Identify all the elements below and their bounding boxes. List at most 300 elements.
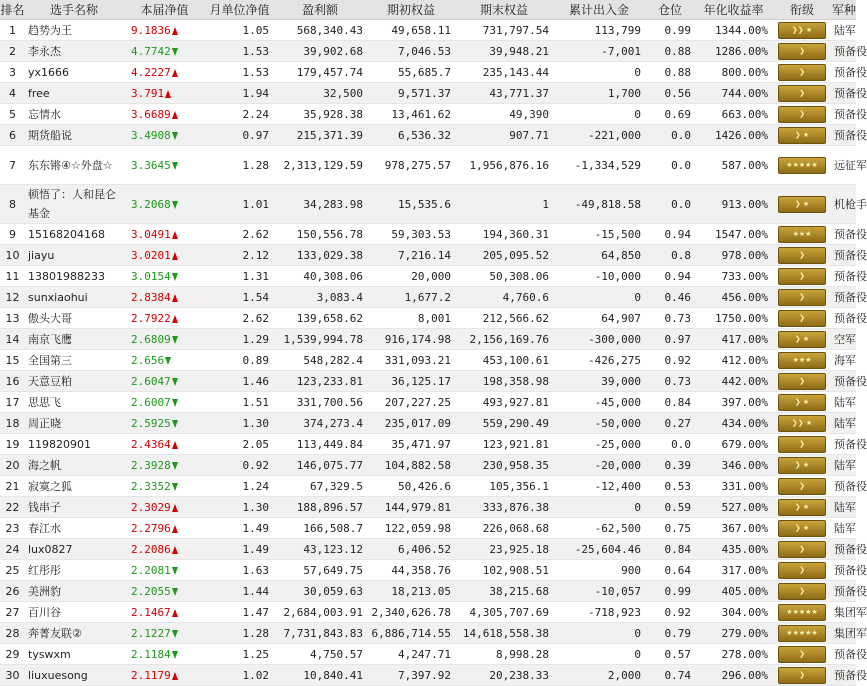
badge-cell xyxy=(772,665,832,686)
monthly-cell: 1.51 xyxy=(206,392,273,413)
flow-cell: 64,907 xyxy=(553,308,645,329)
start-equity-cell: 144,979.81 xyxy=(367,497,455,518)
arrow-down-icon xyxy=(172,201,178,209)
rank-badge-icon: ❯❯ ★ xyxy=(778,415,826,432)
nav-cell xyxy=(123,665,206,686)
end-equity-cell: 198,358.98 xyxy=(455,371,553,392)
nav-value: 2.1179 xyxy=(131,668,171,682)
rank-cell: 23 xyxy=(0,518,25,539)
arrow-down-icon xyxy=(172,273,178,281)
player-name-link[interactable]: lux0827 xyxy=(25,539,123,560)
badge-cell xyxy=(772,20,832,41)
annual-return-cell: 1344.00% xyxy=(695,20,772,41)
army-cell: 预备役 xyxy=(832,539,856,560)
end-equity-cell: 559,290.49 xyxy=(455,413,553,434)
player-name-link[interactable]: 思思飞 xyxy=(25,392,123,413)
annual-return-cell: 412.00% xyxy=(695,350,772,371)
rank-cell: 25 xyxy=(0,560,25,581)
player-name-link[interactable]: 美洲豹 xyxy=(25,581,123,602)
end-equity-cell: 333,876.38 xyxy=(455,497,553,518)
nav-cell xyxy=(123,539,206,560)
army-cell: 预备役 xyxy=(832,41,856,62)
flow-cell: 39,000 xyxy=(553,371,645,392)
end-equity-cell: 4,760.6 xyxy=(455,287,553,308)
army-cell: 预备役 xyxy=(832,644,856,665)
player-name-link[interactable]: 13801988233 xyxy=(25,266,123,287)
end-equity-cell: 235,143.44 xyxy=(455,62,553,83)
flow-cell: 0 xyxy=(553,623,645,644)
army-cell: 预备役 xyxy=(832,62,856,83)
profit-cell: 32,500 xyxy=(273,83,367,104)
start-equity-cell: 35,471.97 xyxy=(367,434,455,455)
start-equity-cell: 331,093.21 xyxy=(367,350,455,371)
badge-cell xyxy=(772,476,832,497)
rank-badge-icon: ❯ ★ xyxy=(778,196,826,213)
monthly-cell: 1.54 xyxy=(206,287,273,308)
player-name-link[interactable]: 傲头大哥 xyxy=(25,308,123,329)
player-name-link[interactable]: 春江水 xyxy=(25,518,123,539)
position-cell: 0.0 xyxy=(645,434,695,455)
header-flow[interactable]: 累计出入金 xyxy=(553,0,645,20)
end-equity-cell: 731,797.54 xyxy=(455,20,553,41)
rank-cell: 14 xyxy=(0,329,25,350)
rank-cell: 3 xyxy=(0,62,25,83)
annual-return-cell: 913.00% xyxy=(695,185,772,224)
army-cell: 预备役 xyxy=(832,287,856,308)
arrow-down-icon xyxy=(172,651,178,659)
rank-badge-icon: ★★★★★ xyxy=(778,604,826,621)
nav-value: 4.2227 xyxy=(131,65,171,79)
position-cell: 0.57 xyxy=(645,644,695,665)
player-name-link[interactable]: liuxuesong xyxy=(25,665,123,686)
end-equity-cell: 23,925.18 xyxy=(455,539,553,560)
player-name-link[interactable]: 东东锵④☆外盘☆ xyxy=(25,146,123,185)
annual-return-cell: 397.00% xyxy=(695,392,772,413)
player-name-link[interactable]: 顿悟了：人和昆仑基金 xyxy=(25,185,123,224)
profit-cell: 67,329.5 xyxy=(273,476,367,497)
rank-cell: 19 xyxy=(0,434,25,455)
start-equity-cell: 2,340,626.78 xyxy=(367,602,455,623)
army-cell: 陆军 xyxy=(832,20,856,41)
header-rank-badge[interactable]: 衔级 xyxy=(772,0,832,20)
table-row xyxy=(0,371,856,392)
badge-cell xyxy=(772,308,832,329)
header-nav[interactable]: 本届净值 xyxy=(123,0,206,20)
nav-value: 2.7922 xyxy=(131,311,171,325)
nav-value: 4.7742 xyxy=(131,44,171,58)
army-cell: 陆军 xyxy=(832,455,856,476)
nav-value: 2.1227 xyxy=(131,626,171,640)
rank-badge-icon: ❯ xyxy=(778,268,826,285)
start-equity-cell: 49,658.11 xyxy=(367,20,455,41)
badge-cell xyxy=(772,644,832,665)
rank-badge-icon: ❯ xyxy=(778,373,826,390)
flow-cell: -1,334,529 xyxy=(553,146,645,185)
position-cell: 0.99 xyxy=(645,20,695,41)
header-army[interactable]: 军种 xyxy=(832,0,856,20)
nav-cell xyxy=(123,581,206,602)
position-cell: 0.46 xyxy=(645,287,695,308)
arrow-down-icon xyxy=(172,567,178,575)
annual-return-cell: 346.00% xyxy=(695,455,772,476)
player-name-link[interactable]: 南京飞鹰 xyxy=(25,329,123,350)
arrow-up-icon xyxy=(172,294,178,302)
rank-badge-icon: ❯ xyxy=(778,247,826,264)
player-name-link[interactable]: 忘情水 xyxy=(25,104,123,125)
monthly-cell: 1.28 xyxy=(206,623,273,644)
table-row xyxy=(0,518,856,539)
nav-value: 2.3352 xyxy=(131,479,171,493)
flow-cell: -25,000 xyxy=(553,434,645,455)
position-cell: 0.99 xyxy=(645,581,695,602)
rank-badge-icon: ❯ xyxy=(778,106,826,123)
monthly-cell: 0.92 xyxy=(206,455,273,476)
arrow-down-icon xyxy=(172,378,178,386)
player-name-link[interactable]: free xyxy=(25,83,123,104)
army-cell: 远征军 xyxy=(832,146,856,185)
rank-cell: 11 xyxy=(0,266,25,287)
rank-cell: 26 xyxy=(0,581,25,602)
player-name-link[interactable]: 李永杰 xyxy=(25,41,123,62)
nav-cell xyxy=(123,308,206,329)
table-row xyxy=(0,350,856,371)
table-row xyxy=(0,602,856,623)
position-cell: 0.84 xyxy=(645,392,695,413)
player-name-link[interactable]: 期货船说 xyxy=(25,125,123,146)
header-rank[interactable]: 排名 xyxy=(0,0,25,20)
profit-cell: 7,731,843.83 xyxy=(273,623,367,644)
annual-return-cell: 527.00% xyxy=(695,497,772,518)
nav-cell xyxy=(123,413,206,434)
arrow-down-icon xyxy=(172,588,178,596)
table-row xyxy=(0,539,856,560)
position-cell: 0.88 xyxy=(645,41,695,62)
start-equity-cell: 235,017.09 xyxy=(367,413,455,434)
position-cell: 0.94 xyxy=(645,224,695,245)
arrow-up-icon xyxy=(172,525,178,533)
player-name-link[interactable]: 海之帆 xyxy=(25,455,123,476)
badge-cell xyxy=(772,560,832,581)
profit-cell: 113,449.84 xyxy=(273,434,367,455)
monthly-cell: 2.62 xyxy=(206,224,273,245)
monthly-cell: 1.53 xyxy=(206,41,273,62)
arrow-down-icon xyxy=(172,462,178,470)
nav-cell xyxy=(123,104,206,125)
position-cell: 0.27 xyxy=(645,413,695,434)
position-cell: 0.97 xyxy=(645,329,695,350)
annual-return-cell: 663.00% xyxy=(695,104,772,125)
profit-cell: 150,556.78 xyxy=(273,224,367,245)
annual-return-cell: 405.00% xyxy=(695,581,772,602)
badge-cell xyxy=(772,83,832,104)
annual-return-cell: 1547.00% xyxy=(695,224,772,245)
army-cell: 预备役 xyxy=(832,371,856,392)
army-cell: 空军 xyxy=(832,329,856,350)
rank-badge-icon: ❯ xyxy=(778,667,826,684)
start-equity-cell: 7,046.53 xyxy=(367,41,455,62)
flow-cell: -221,000 xyxy=(553,125,645,146)
end-equity-cell: 907.71 xyxy=(455,125,553,146)
arrow-up-icon xyxy=(172,315,178,323)
table-row xyxy=(0,665,856,686)
player-name-link[interactable]: sunxiaohui xyxy=(25,287,123,308)
nav-cell xyxy=(123,476,206,497)
player-name-link[interactable]: 119820901 xyxy=(25,434,123,455)
army-cell: 机枪手 xyxy=(832,185,856,224)
nav-cell xyxy=(123,20,206,41)
start-equity-cell: 59,303.53 xyxy=(367,224,455,245)
start-equity-cell: 13,461.62 xyxy=(367,104,455,125)
table-row xyxy=(0,413,856,434)
rank-badge-icon: ❯ ★ xyxy=(778,331,826,348)
end-equity-cell: 212,566.62 xyxy=(455,308,553,329)
flow-cell: -45,000 xyxy=(553,392,645,413)
arrow-up-icon xyxy=(172,546,178,554)
monthly-cell: 1.02 xyxy=(206,665,273,686)
start-equity-cell: 122,059.98 xyxy=(367,518,455,539)
rank-cell: 9 xyxy=(0,224,25,245)
rank-cell: 15 xyxy=(0,350,25,371)
rank-cell: 12 xyxy=(0,287,25,308)
table-row xyxy=(0,329,856,350)
flow-cell: 0 xyxy=(553,644,645,665)
profit-cell: 331,700.56 xyxy=(273,392,367,413)
start-equity-cell: 4,247.71 xyxy=(367,644,455,665)
annual-return-cell: 331.00% xyxy=(695,476,772,497)
table-row xyxy=(0,476,856,497)
table-row xyxy=(0,287,856,308)
arrow-down-icon xyxy=(172,630,178,638)
table-row xyxy=(0,41,856,62)
rank-cell: 24 xyxy=(0,539,25,560)
position-cell: 0.56 xyxy=(645,83,695,104)
start-equity-cell: 207,227.25 xyxy=(367,392,455,413)
arrow-down-icon xyxy=(172,483,178,491)
army-cell: 预备役 xyxy=(832,83,856,104)
nav-value: 2.2055 xyxy=(131,584,171,598)
profit-cell: 2,313,129.59 xyxy=(273,146,367,185)
badge-cell xyxy=(772,434,832,455)
end-equity-cell: 226,068.68 xyxy=(455,518,553,539)
nav-value: 3.791 xyxy=(131,86,165,100)
army-cell: 预备役 xyxy=(832,560,856,581)
flow-cell: -718,923 xyxy=(553,602,645,623)
nav-cell xyxy=(123,83,206,104)
start-equity-cell: 44,358.76 xyxy=(367,560,455,581)
start-equity-cell: 55,685.7 xyxy=(367,62,455,83)
start-equity-cell: 20,000 xyxy=(367,266,455,287)
flow-cell: -12,400 xyxy=(553,476,645,497)
table-row xyxy=(0,125,856,146)
table-row xyxy=(0,146,856,185)
profit-cell: 215,371.39 xyxy=(273,125,367,146)
player-name-link[interactable]: yx1666 xyxy=(25,62,123,83)
rank-cell: 4 xyxy=(0,83,25,104)
badge-cell xyxy=(772,371,832,392)
end-equity-cell: 105,356.1 xyxy=(455,476,553,497)
rank-cell: 20 xyxy=(0,455,25,476)
flow-cell: -62,500 xyxy=(553,518,645,539)
start-equity-cell: 6,406.52 xyxy=(367,539,455,560)
army-cell: 预备役 xyxy=(832,581,856,602)
profit-cell: 374,273.4 xyxy=(273,413,367,434)
nav-value: 2.5925 xyxy=(131,416,171,430)
header-position[interactable]: 仓位 xyxy=(645,0,695,20)
profit-cell: 133,029.38 xyxy=(273,245,367,266)
position-cell: 0.39 xyxy=(645,455,695,476)
profit-cell: 166,508.7 xyxy=(273,518,367,539)
end-equity-cell: 1,956,876.16 xyxy=(455,146,553,185)
nav-cell xyxy=(123,518,206,539)
rank-cell: 5 xyxy=(0,104,25,125)
player-name-link[interactable]: 百川谷 xyxy=(25,602,123,623)
player-name-link[interactable]: 红彤彤 xyxy=(25,560,123,581)
nav-cell xyxy=(123,602,206,623)
player-name-link[interactable]: 周正晓 xyxy=(25,413,123,434)
nav-value: 2.6809 xyxy=(131,332,171,346)
monthly-cell: 2.62 xyxy=(206,308,273,329)
player-name-link[interactable]: 寂寞之狐 xyxy=(25,476,123,497)
badge-cell xyxy=(772,518,832,539)
rank-badge-icon: ★★★★★ xyxy=(778,625,826,642)
start-equity-cell: 9,571.37 xyxy=(367,83,455,104)
rank-badge-icon: ❯ ★ xyxy=(778,520,826,537)
nav-cell xyxy=(123,245,206,266)
table-row xyxy=(0,83,856,104)
badge-cell xyxy=(772,245,832,266)
player-name-link[interactable]: 趋势为王 xyxy=(25,20,123,41)
player-name-link[interactable]: 全国第三 xyxy=(25,350,123,371)
header-monthly[interactable]: 月单位净值 xyxy=(206,0,273,20)
nav-cell xyxy=(123,350,206,371)
flow-cell: -25,604.46 xyxy=(553,539,645,560)
header-profit[interactable]: 盈利额 xyxy=(273,0,367,20)
monthly-cell: 1.46 xyxy=(206,371,273,392)
rank-badge-icon: ❯ xyxy=(778,436,826,453)
nav-value: 2.6047 xyxy=(131,374,171,388)
player-name-link[interactable]: 奔菁友联② xyxy=(25,623,123,644)
rank-cell: 8 xyxy=(0,185,25,224)
monthly-cell: 1.05 xyxy=(206,20,273,41)
end-equity-cell: 230,958.35 xyxy=(455,455,553,476)
army-cell: 预备役 xyxy=(832,665,856,686)
start-equity-cell: 36,125.17 xyxy=(367,371,455,392)
table-row xyxy=(0,245,856,266)
table-row xyxy=(0,434,856,455)
nav-cell xyxy=(123,644,206,665)
monthly-cell: 1.47 xyxy=(206,602,273,623)
army-cell: 预备役 xyxy=(832,224,856,245)
rank-badge-icon: ❯ xyxy=(778,478,826,495)
flow-cell: -10,000 xyxy=(553,266,645,287)
flow-cell: -49,818.58 xyxy=(553,185,645,224)
start-equity-cell: 916,174.98 xyxy=(367,329,455,350)
arrow-up-icon xyxy=(172,231,178,239)
rank-cell: 10 xyxy=(0,245,25,266)
annual-return-cell: 304.00% xyxy=(695,602,772,623)
nav-cell xyxy=(123,146,206,185)
nav-value: 2.1467 xyxy=(131,605,171,619)
player-name-link[interactable]: 天意豆粕 xyxy=(25,371,123,392)
rank-badge-icon: ❯ xyxy=(778,85,826,102)
table-row xyxy=(0,224,856,245)
nav-value: 2.3928 xyxy=(131,458,171,472)
nav-cell xyxy=(123,434,206,455)
badge-cell xyxy=(772,602,832,623)
end-equity-cell: 2,156,169.76 xyxy=(455,329,553,350)
rank-badge-icon: ❯ xyxy=(778,646,826,663)
profit-cell: 146,075.77 xyxy=(273,455,367,476)
player-name-link[interactable]: jiayu xyxy=(25,245,123,266)
monthly-cell: 1.94 xyxy=(206,83,273,104)
start-equity-cell: 978,275.57 xyxy=(367,146,455,185)
nav-cell xyxy=(123,329,206,350)
table-row xyxy=(0,560,856,581)
header-annual[interactable]: 年化收益率 xyxy=(695,0,772,20)
rank-badge-icon: ❯ xyxy=(778,583,826,600)
position-cell: 0.88 xyxy=(645,62,695,83)
rank-cell: 13 xyxy=(0,308,25,329)
rank-badge-icon: ★★★★★ xyxy=(778,157,826,174)
nav-value: 3.0201 xyxy=(131,248,171,262)
monthly-cell: 1.53 xyxy=(206,62,273,83)
position-cell: 0.64 xyxy=(645,560,695,581)
profit-cell: 39,902.68 xyxy=(273,41,367,62)
profit-cell: 40,308.06 xyxy=(273,266,367,287)
nav-value: 3.4908 xyxy=(131,128,171,142)
start-equity-cell: 15,535.6 xyxy=(367,185,455,224)
badge-cell xyxy=(772,329,832,350)
nav-cell xyxy=(123,224,206,245)
end-equity-cell: 20,238.33 xyxy=(455,665,553,686)
rank-cell: 7 xyxy=(0,146,25,185)
player-name-link[interactable]: tyswxm xyxy=(25,644,123,665)
arrow-up-icon xyxy=(172,252,178,260)
army-cell: 海军 xyxy=(832,350,856,371)
army-cell: 陆军 xyxy=(832,497,856,518)
rank-cell: 28 xyxy=(0,623,25,644)
badge-cell xyxy=(772,392,832,413)
position-cell: 0.74 xyxy=(645,665,695,686)
badge-cell xyxy=(772,104,832,125)
rank-badge-icon: ❯ xyxy=(778,310,826,327)
rank-badge-icon: ★★★ xyxy=(778,352,826,369)
annual-return-cell: 1750.00% xyxy=(695,308,772,329)
rank-badge-icon: ❯ ★ xyxy=(778,457,826,474)
nav-value: 2.4364 xyxy=(131,437,171,451)
player-name-link[interactable]: 钱串子 xyxy=(25,497,123,518)
nav-value: 2.656 xyxy=(131,353,165,367)
header-name[interactable]: 选手名称 xyxy=(25,0,123,20)
army-cell: 预备役 xyxy=(832,308,856,329)
badge-cell xyxy=(772,224,832,245)
army-cell: 预备役 xyxy=(832,245,856,266)
position-cell: 0.0 xyxy=(645,185,695,224)
annual-return-cell: 978.00% xyxy=(695,245,772,266)
end-equity-cell: 14,618,558.38 xyxy=(455,623,553,644)
header-end[interactable]: 期末权益 xyxy=(455,0,553,20)
start-equity-cell: 6,886,714.55 xyxy=(367,623,455,644)
flow-cell: 0 xyxy=(553,62,645,83)
flow-cell: -426,275 xyxy=(553,350,645,371)
badge-cell xyxy=(772,287,832,308)
annual-return-cell: 1286.00% xyxy=(695,41,772,62)
profit-cell: 30,059.63 xyxy=(273,581,367,602)
player-name-link[interactable]: 15168204168 xyxy=(25,224,123,245)
header-start[interactable]: 期初权益 xyxy=(367,0,455,20)
position-cell: 0.73 xyxy=(645,308,695,329)
rank-badge-icon: ❯ xyxy=(778,562,826,579)
